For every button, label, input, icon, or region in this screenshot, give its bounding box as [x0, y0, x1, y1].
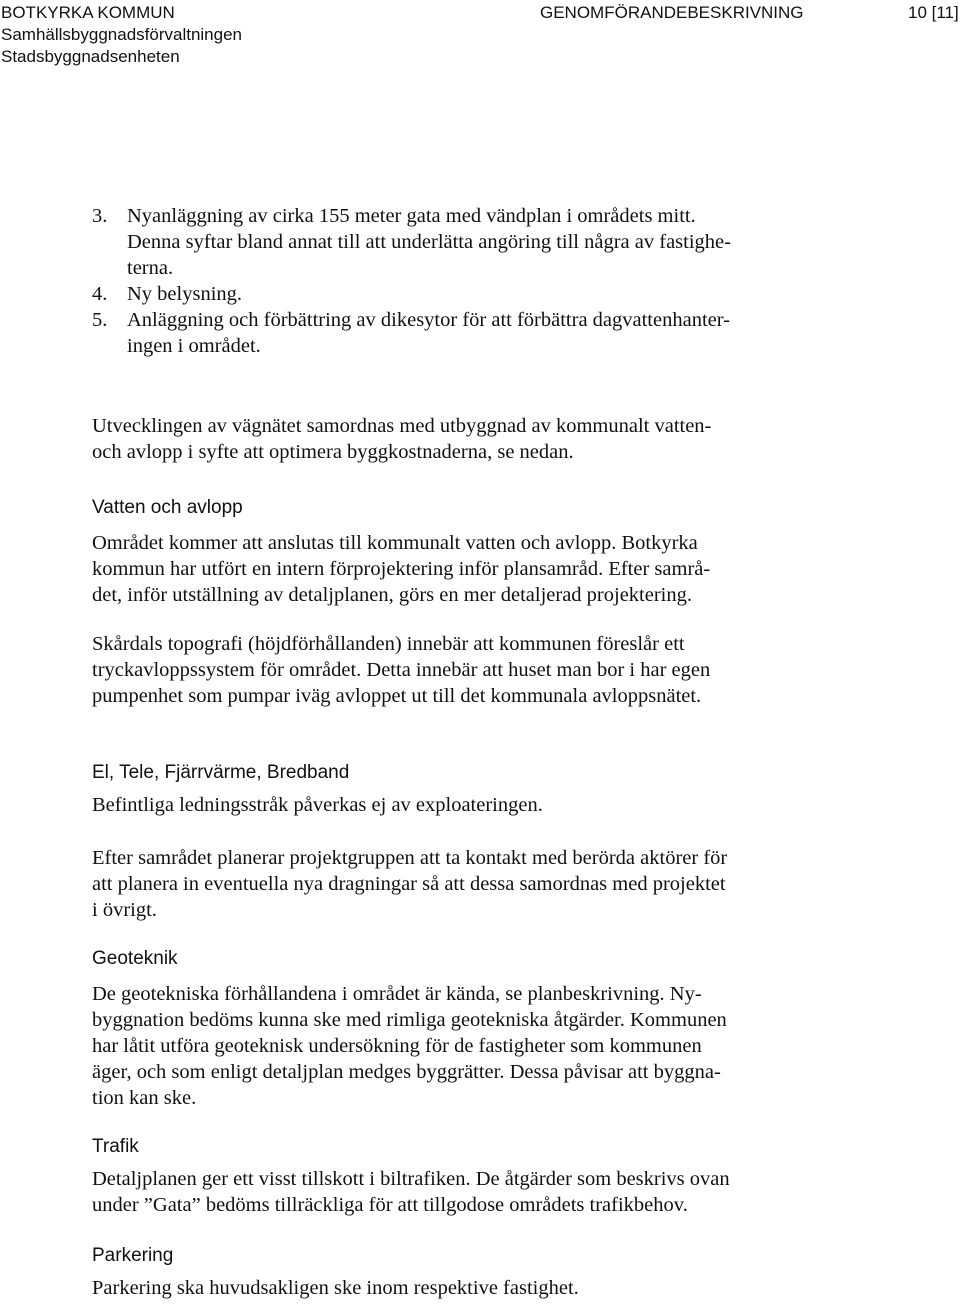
paragraph-line: det, inför utställning av detaljplanen, görs en mer detaljerad projektering.: [92, 584, 692, 606]
el-paragraph-1: [92, 792, 942, 818]
header-dept: Samhällsbyggnadsförvaltningen: [1, 25, 242, 44]
paragraph-line: Detaljplanen ger ett visst tillskott i biltrafiken. De åtgärder som beskrivs ovan: [92, 1168, 730, 1190]
list-item: [92, 307, 942, 359]
paragraph-line: pumpenhet som pumpar iväg avloppet ut till det kommunala avloppsnätet.: [92, 685, 702, 707]
paragraph-line: byggnation bedöms kunna ske med rimliga geotekniska åtgärder. Kommunen: [92, 1009, 727, 1031]
geo-paragraph-1: [92, 981, 942, 1111]
header-unit: Stadsbyggnadsenheten: [1, 47, 180, 66]
paragraph-line: Efter samrådet planerar projektgruppen att ta kontakt med berörda aktörer för: [92, 847, 728, 869]
paragraph-line: Parkering ska huvudsakligen ske inom respektive fastighet.: [92, 1277, 579, 1299]
list-item-line: Anläggning och förbättring av dikesytor för att förbättra dagvattenhanter-: [127, 309, 730, 331]
list-item-line: Nyanläggning av cirka 155 meter gata med vändplan i områdets mitt.: [127, 205, 696, 227]
list-item: [92, 203, 942, 281]
trafik-paragraph-1: [92, 1166, 942, 1218]
list-item-number: 5.: [92, 309, 108, 331]
list-item-number: 4.: [92, 283, 108, 305]
list-item-number: 3.: [92, 205, 108, 227]
el-paragraph-2: [92, 845, 942, 923]
paragraph-line: och avlopp i syfte att optimera byggkostnaderna, se nedan.: [92, 441, 574, 463]
list-item-line: ingen i området.: [127, 335, 261, 357]
paragraph-line: att planera in eventuella nya dragningar så att dessa samordnas med projektet: [92, 873, 726, 895]
paragraph-line: De geotekniska förhållandena i området är kända, se planbeskrivning. Ny-: [92, 983, 702, 1005]
paragraph-line: under ”Gata” bedöms tillräckliga för att tillgodose områdets trafikbehov.: [92, 1194, 688, 1216]
list-item-line: Ny belysning.: [127, 283, 243, 305]
parkering-paragraph-1: [92, 1275, 942, 1301]
water-paragraph-2: [92, 631, 942, 709]
paragraph-line: Skårdals topografi (höjdförhållanden) innebär att kommunen föreslår ett: [92, 633, 685, 655]
section-heading-parkering: Parkering: [92, 1245, 174, 1266]
paragraph-line: äger, och som enligt detaljplan medges byggrätter. Dessa påvisar att byggna-: [92, 1061, 721, 1083]
paragraph-line: kommun har utfört en intern förprojektering inför plansamråd. Efter samrå-: [92, 558, 711, 580]
header-doc-type: GENOMFÖRANDEBESKRIVNING: [540, 3, 804, 22]
paragraph-line: Befintliga ledningsstråk påverkas ej av exploateringen.: [92, 794, 543, 816]
water-paragraph-1: [92, 530, 942, 608]
section-heading-water: Vatten och avlopp: [92, 497, 243, 518]
header-page-number: 10 [11]: [908, 3, 959, 22]
paragraph-line: tion kan ske.: [92, 1087, 197, 1109]
paragraph-line: Utvecklingen av vägnätet samordnas med utbyggnad av kommunalt vatten-: [92, 415, 712, 437]
section-heading-geo: Geoteknik: [92, 948, 178, 969]
page-header-org-block: [1, 2, 242, 68]
list-item-line: terna.: [127, 257, 174, 279]
paragraph-line: har låtit utföra geoteknisk undersökning för de fastigheter som kommunen: [92, 1035, 702, 1057]
paragraph-line: i övrigt.: [92, 899, 157, 921]
paragraph-line: Området kommer att anslutas till kommunalt vatten och avlopp. Botkyrka: [92, 532, 698, 554]
network-paragraph: [92, 413, 942, 465]
list-item-line: Denna syftar bland annat till att underlätta angöring till några av fastighe-: [127, 231, 731, 253]
header-org: BOTKYRKA KOMMUN: [1, 3, 175, 22]
list-item: [92, 281, 942, 307]
paragraph-line: tryckavloppssystem för området. Detta innebär att huset man bor i har egen: [92, 659, 711, 681]
numbered-list: [92, 203, 942, 359]
section-heading-el: El, Tele, Fjärrvärme, Bredband: [92, 762, 350, 783]
section-heading-trafik: Trafik: [92, 1136, 139, 1157]
